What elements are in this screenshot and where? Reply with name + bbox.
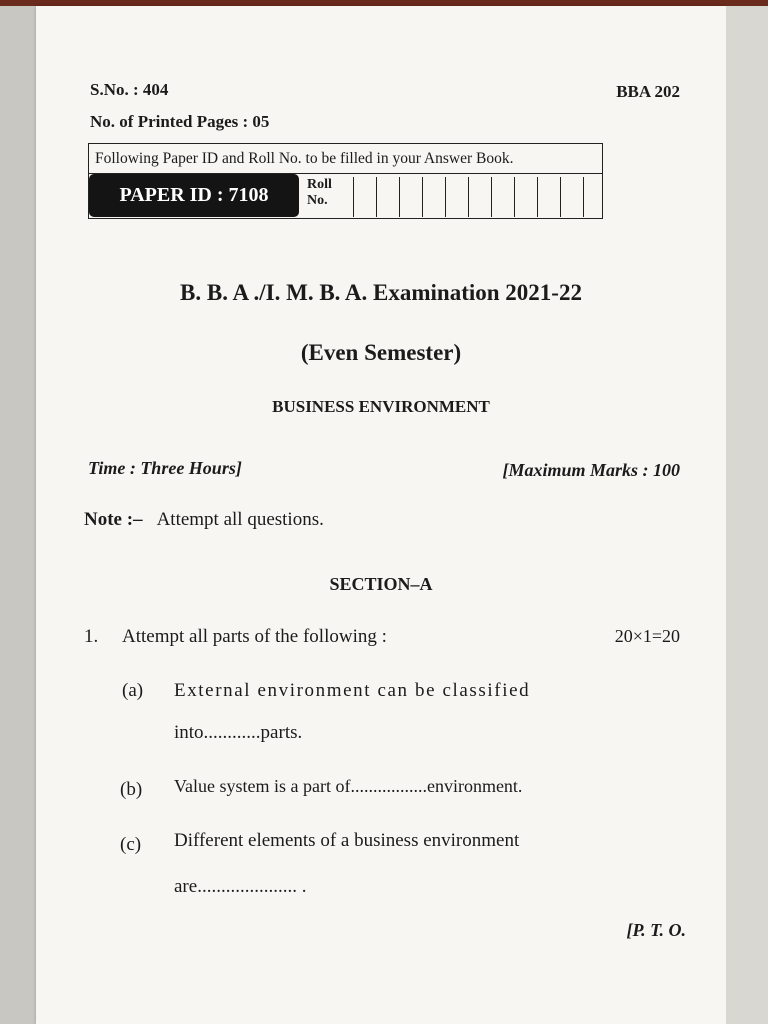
note <box>84 509 324 531</box>
roll-cell <box>377 177 400 217</box>
please-turn-over: [P. T. O. <box>626 920 686 940</box>
exam-title: B. B. A ./I. M. B. A. Examination 2021-22 <box>180 280 582 305</box>
subject-title: BUSINESS ENVIRONMENT <box>272 397 490 416</box>
printed-pages: No. of Printed Pages : 05 <box>90 112 270 131</box>
question-marks: 20×1=20 <box>614 626 680 646</box>
question-text: Attempt all parts of the following : <box>122 626 387 647</box>
roll-no-label <box>307 177 351 209</box>
question-number: 1. <box>84 626 99 647</box>
semester: (Even Semester) <box>300 340 462 365</box>
roll-label-line2: No. <box>307 193 328 208</box>
course-code: BBA 202 <box>616 82 680 101</box>
part-text: into............parts. <box>174 722 303 743</box>
part-label: (b) <box>120 779 143 800</box>
serial-number: S.No. : 404 <box>90 80 169 99</box>
roll-cell <box>538 177 561 217</box>
part-label: (a) <box>122 680 144 701</box>
part-text: are..................... . <box>174 876 307 897</box>
background-edge <box>726 6 768 1024</box>
paper-id-box <box>88 143 603 219</box>
roll-cell <box>446 177 469 217</box>
roll-no-cells <box>353 177 584 217</box>
part-label: (c) <box>120 834 142 855</box>
section-heading: SECTION–A <box>329 574 433 594</box>
roll-cell <box>561 177 584 217</box>
note-text: Attempt all questions. <box>156 509 324 530</box>
roll-cell <box>423 177 446 217</box>
roll-cell <box>492 177 515 217</box>
time-allowed: Time : Three Hours] <box>88 458 242 478</box>
roll-cell <box>354 177 377 217</box>
part-text: Value system is a part of.................environment. <box>174 776 523 796</box>
roll-cell <box>515 177 538 217</box>
note-label: Note :– <box>84 509 143 530</box>
part-text: External environment can be classified <box>174 680 531 701</box>
paper-id-badge: PAPER ID : 7108 <box>89 174 299 217</box>
maximum-marks: [Maximum Marks : 100 <box>502 460 680 480</box>
part-text: Different elements of a business environment <box>174 830 520 851</box>
roll-cell <box>400 177 423 217</box>
roll-label-line1: Roll <box>307 177 332 192</box>
roll-cell <box>469 177 492 217</box>
id-instruction: Following Paper ID and Roll No. to be filled in your Answer Book. <box>89 144 602 174</box>
